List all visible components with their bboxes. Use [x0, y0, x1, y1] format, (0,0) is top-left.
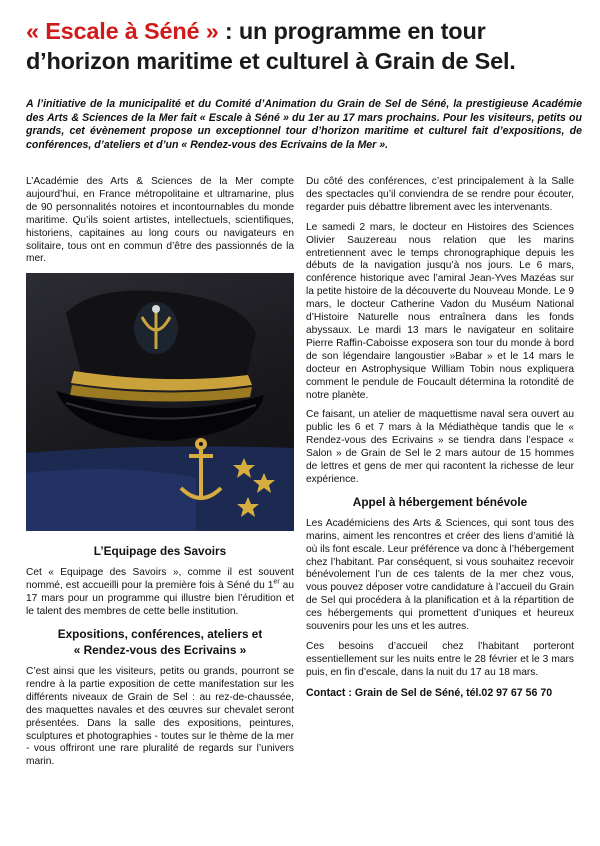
- contact-line: Contact : Grain de Sel de Séné, tél.02 97 67 56 70: [306, 686, 553, 699]
- equipage-sup: er: [273, 578, 280, 586]
- academy-paragraph: L’Académie des Arts & Sciences de la Mer compte aujourd’hui, en France métropolitaine et ultramarine, plus de 90 personnalités notoires et incontournables du monde maritime. Qu’ils soient artistes, intellectuels, scientifiques, historiens, capitaines au long cours ou navigateurs en solitaire, tous ont en commun d’être des passionnés de la mer.: [26, 176, 294, 265]
- besoins-paragraph: Ces besoins d’accueil chez l’habitant porteront essentiellement sur les nuits entre le 28 février et le 3 mars puis, en fin d’escale, dans la nuit du 17 au 18 mars.: [306, 641, 574, 678]
- hebergement-paragraph: Les Académiciens des Arts & Sciences, qui sont tous des marins, aiment les rencontres et créer des liens d’amitié là où ils font escale. Leur préférence va donc à l’hébergement chez l’habitant. Par conséquent, si vous souhaitez recevoir bénévolement l’un de ces talents de la mer chez vous, vous pouvez déposer votre candidature à l’accueil du Grain de Sel qui procédera à la planification et à la répartition de ces hébergements qui promettent d’uniques et heureux souvenirs pour les uns et les autres.: [306, 517, 574, 633]
- expositions-heading-line1: Expositions, conférences, ateliers et: [57, 626, 263, 641]
- atelier-paragraph: Ce faisant, un atelier de maquettisme naval sera ouvert au public les 6 et 7 mars à la Médiathèque tandis que le « Rendez-vous des Ecrivains » se tiendra dans l’espace « Salon » de Grain de Sel le 2 mars autour de 15 hommes de lettres et gens de mer qui racontent la richesse de leur expérience.: [306, 409, 574, 485]
- title-rest: : un programme en tour d’horizon maritime et culturel à Grain de Sel.: [26, 18, 516, 74]
- equipage-text-a: Cet « Equipage des Savoirs », comme il est souvent nommé, est accueilli pour la première fois à Séné du 1: [26, 567, 294, 592]
- expositions-heading: [26, 626, 294, 658]
- expositions-heading-line2: « Rendez-vous des Ecrivains »: [73, 642, 247, 657]
- intro-paragraph: A l’initiative de la municipalité et du Comité d’Animation du Grain de Sel de Séné, la prestigieuse Académie des Arts & Sciences de la Mer fait « Escale à Séné » du 1er au 17 mars prochains. Pour les visiteurs, petits ou grands, cet évènement propose un exceptionnel tour d’horizon maritime et culturel fait d’expositions, de conférences, d’ateliers et d’un « Rendez-vous des Ecrivains de la Mer ».: [26, 98, 582, 151]
- right-column: [306, 176, 574, 707]
- equipage-heading: L’Equipage des Savoirs: [93, 544, 227, 559]
- expositions-paragraph: C’est ainsi que les visiteurs, petits ou grands, pourront se rendre à la partie exposition de cette manifestation sur les différents niveaux de Grain de Sel : au rez-de-chaussée, des maquettes navales et des œuvres sur chevalet seront présentées. Dans la salle des expositions, peintures, sculptures et photographies - toutes sur le thème de la mer - vous offriront une rare pluralité de regards sur l’univers marin.: [26, 665, 294, 768]
- appel-heading: Appel à hébergement bénévole: [352, 494, 528, 509]
- equipage-text-b: au 17 mars pour un programme qui illustre bien l’érudition et le talent des membres de cette belle institution.: [26, 580, 294, 618]
- conferences-schedule-paragraph: Le samedi 2 mars, le docteur en Histoires des Sciences Olivier Sauzereau nous relation que les marins entretiennent avec le temps chronographique depuis les débuts de la navigation jusqu’à nos jours. Le 6 mars, conférence historique avec l’amiral Jean-Yves Mazéas sur la petite histoire de la découverte du Nouveau Monde. Le 9 mars, le docteur Catherine Vadon du Muséum National d’Histoire Naturelle nous entraînera dans les fonds abyssaux. Le mardi 13 mars le navigateur en solitaire Pierre Raffin-Caboisse exposera son tour du monde à bord de son légendaire langoustier »Babar » et le 14 mars le docteur en Astrophysique William Tobin nous expliquera comment le pendule de Foucault détermina la rotondité de notre planète.: [306, 221, 574, 401]
- naval-cap-photo: [26, 273, 294, 531]
- title-highlight: « Escale à Séné »: [26, 18, 219, 44]
- equipage-paragraph: [26, 567, 294, 619]
- left-column: [26, 176, 294, 776]
- article-title: [26, 16, 586, 76]
- conferences-paragraph: Du côté des conférences, c’est principalement à la Salle des spectacles qu’il conviendra de se rendre pour écouter, regarder puis débattre librement avec les intervenants.: [306, 176, 574, 213]
